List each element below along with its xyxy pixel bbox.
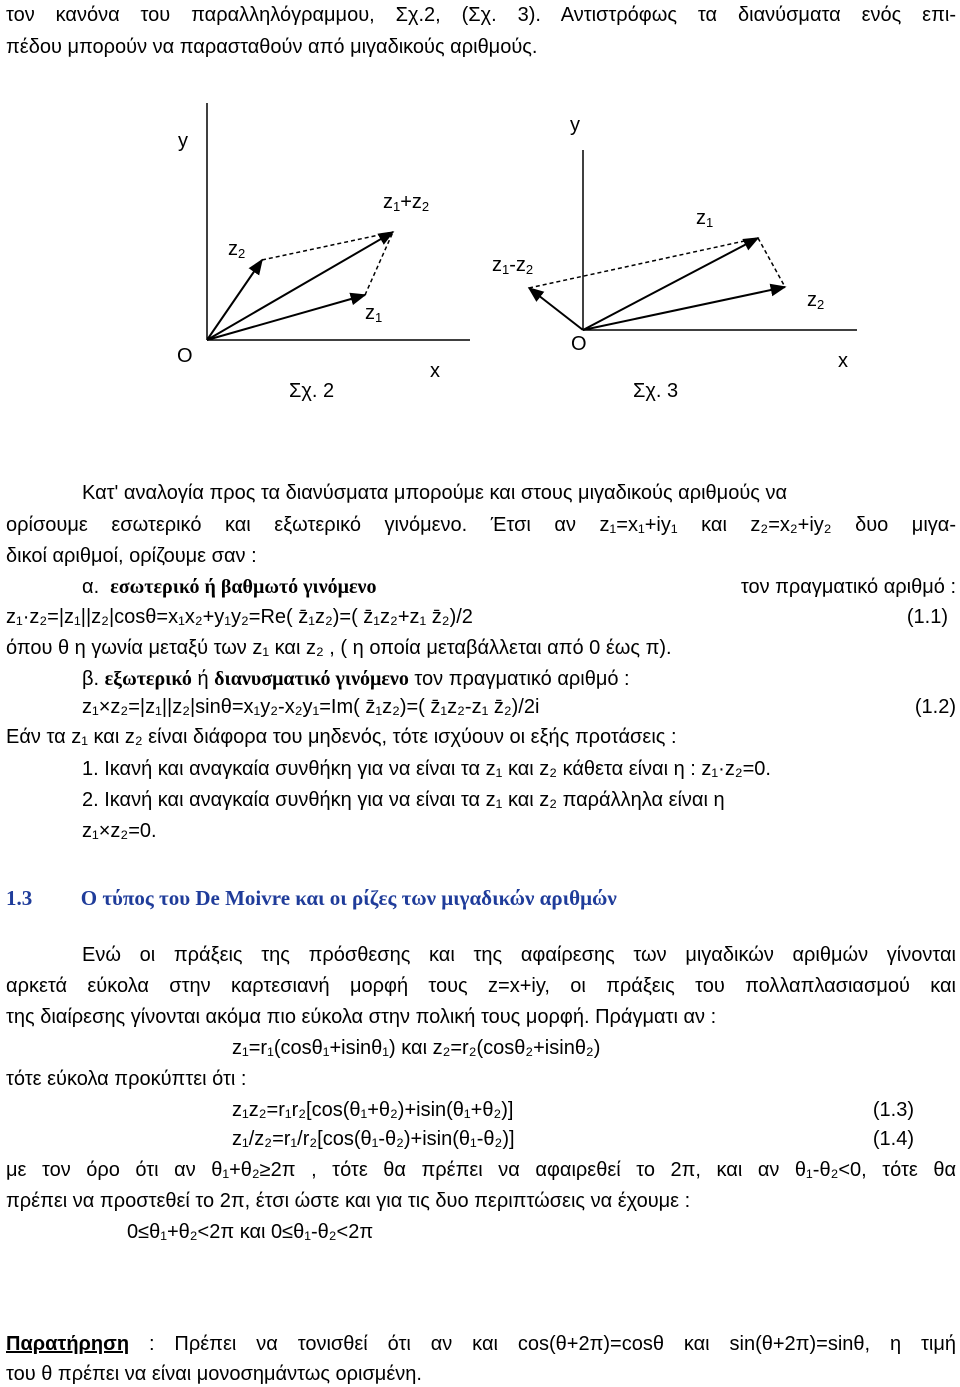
beta-definition	[82, 666, 956, 692]
products-line-3: δικοί αριθμοί, ορίζουμε σαν :	[6, 545, 257, 567]
eq-1-1-number: (1.1)	[906, 606, 948, 628]
eq-1-3	[232, 1097, 956, 1123]
condition-2: 2. Ικανή και αναγκαία συνθήκη για να είναι τα z₁ και z₂ παράλληλα είναι η	[82, 789, 725, 811]
eq-1-2	[82, 694, 956, 720]
section-heading	[6, 885, 956, 911]
fig3-z2-label: $z_2$	[807, 289, 825, 312]
eq-1-4-body: z₁/z₂=r₁/r₂[cos(θ₁-θ₂)+isin(θ₁-θ₂)]	[232, 1128, 515, 1150]
fig2-vector-z2	[207, 260, 262, 340]
fig3-dashed-1	[529, 238, 758, 288]
alpha-definition	[82, 574, 956, 600]
condition-line-1: με τον όρο ότι αν θ₁+θ₂≥2π , τότε θα πρέπει να αφαιρεθεί το 2π, και αν θ₁-θ₂<0, τότε θα	[6, 1159, 956, 1181]
beta-rest: τον πραγματικό αριθμό :	[414, 668, 630, 690]
section-p2: αρκετά εύκολα στην καρτεσιανή μορφή τους z=x+iy, οι πράξεις του πολλαπλασιασμού και	[6, 975, 956, 997]
fig3-vector-z1	[583, 238, 758, 330]
fig3-y-label: y	[570, 114, 580, 136]
eq-1-1-body: z₁·z₂=|z₁||z₂|cosθ=x₁x₂+y₁y₂=Re( z̄₁z₂)=( z̄₁z₂+z₁ z̄₂)/2	[6, 606, 473, 628]
eq-1-1	[6, 604, 956, 630]
fig2-dashed-1	[262, 232, 393, 260]
fig3-origin-label: O	[571, 333, 587, 355]
polar-forms: z₁=r₁(cosθ₁+isinθ₁) και z₂=r₂(cosθ₂+isinθ₂)	[232, 1037, 601, 1059]
intro-line-1: τον κανόνα του παραλληλόγραμμου, Σχ.2, (Σχ. 3). Αντιστρόφως τα διανύσματα ενός επι-	[6, 4, 956, 26]
products-line-2: ορίσουμε εσωτερικό και εξωτερικό γινόμενο. Έτσι αν z₁=x₁+iy₁ και z₂=x₂+iy₂ δυο μιγα-	[6, 514, 956, 536]
eq-1-4-number: (1.4)	[872, 1128, 914, 1150]
condition-2-formula: z₁×z₂=0.	[82, 820, 157, 842]
condition-1: 1. Ικανή και αναγκαία συνθήκη για να είναι τα z₁ και z₂ κάθετα είναι η : z₁·z₂=0.	[82, 758, 771, 780]
condition-line-2: πρέπει να προστεθεί το 2π, έτσι ώστε και για τις δυο περιπτώσεις να έχουμε :	[6, 1190, 691, 1212]
figures-svg	[0, 0, 960, 420]
beta-mid: ή	[197, 668, 209, 690]
eq-1-2-body: z₁×z₂=|z₁||z₂|sinθ=x₁y₂-x₂y₁=Im( z̄₁z₂)=( z̄₁z₂-z₁ z̄₂)/2i	[82, 696, 540, 718]
fig2-caption: Σχ. 2	[289, 380, 335, 402]
section-title: Ο τύπος του De Moivre και οι ρίζες των μιγαδικών αριθμών	[80, 886, 617, 910]
beta-marker: β.	[82, 668, 100, 690]
angle-ranges: 0≤θ₁+θ₂<2π και 0≤θ₁-θ₂<2π	[127, 1221, 374, 1243]
eq-1-4	[232, 1126, 956, 1152]
eq-1-2-number: (1.2)	[914, 696, 956, 718]
fig3-vector-diff	[529, 288, 583, 330]
fig2-dashed-2	[365, 232, 393, 295]
fig3-vector-z2	[583, 287, 785, 330]
note-line-1	[6, 1331, 956, 1357]
note-label: Παρατήρηση	[6, 1333, 130, 1355]
fig3-x-label: x	[838, 350, 848, 372]
note-line-2: του θ πρέπει να είναι μονοσημάντως ορισμένη.	[6, 1363, 422, 1385]
fig3-diff-label: $z_1-z_2$	[492, 254, 534, 277]
alpha-marker: α.	[82, 576, 100, 598]
fig2-x-label: x	[430, 360, 440, 382]
eq-1-3-body: z₁z₂=r₁r₂[cos(θ₁+θ₂)+isin(θ₁+θ₂)]	[232, 1099, 514, 1121]
fig2-y-label: y	[178, 130, 188, 152]
products-line-1: Κατ' αναλογία προς τα διανύσματα μπορούμε και στους μιγαδικούς αριθμούς να	[82, 482, 788, 504]
fig2-vector-z1	[207, 295, 365, 340]
beta-bold-term-2: διανυσματικό γινόμενο	[214, 668, 409, 690]
note-text-1: : Πρέπει να τονισθεί ότι αν και cos(θ+2π)=cosθ και sin(θ+2π)=sinθ, η τιμή	[129, 1333, 956, 1355]
theta-line: όπου θ η γωνία μεταξύ των z₁ και z₂ , ( η οποία μεταβάλλεται από 0 έως π).	[6, 637, 672, 659]
alpha-rest: τον πραγματικό αριθμό :	[740, 576, 956, 598]
section-number: 1.3	[6, 886, 33, 910]
fig2-sum-label: $z_1+z_2$	[383, 191, 430, 214]
intro-line-2: πέδου μπορούν να παρασταθούν από μιγαδικούς αριθμούς.	[6, 36, 538, 58]
fig3-caption: Σχ. 3	[633, 380, 679, 402]
fig2-z2-label: $z_2$	[228, 238, 246, 261]
then-line: τότε εύκολα προκύπτει ότι :	[6, 1068, 247, 1090]
fig3-z1-label: $z_1$	[696, 207, 714, 230]
section-p3: της διαίρεσης γίνονται ακόμα πιο εύκολα στην πολική τους μορφή. Πράγματι αν :	[6, 1006, 717, 1028]
section-p1: Ενώ οι πράξεις της πρόσθεσης και της αφαίρεσης των μιγαδικών αριθμών γίνονται	[82, 944, 956, 966]
beta-bold-term-1: εξωτερικό	[104, 668, 192, 690]
conditions-intro: Εάν τα z₁ και z₂ είναι διάφορα του μηδενός, τότε ισχύουν οι εξής προτάσεις :	[6, 726, 677, 748]
fig2-z1-label: $z_1$	[365, 302, 383, 325]
fig3-dashed-2	[758, 238, 785, 287]
eq-1-3-number: (1.3)	[872, 1099, 914, 1121]
alpha-bold-term: εσωτερικό ή βαθμωτό γινόμενο	[110, 576, 377, 598]
fig2-origin-label: O	[177, 345, 193, 367]
